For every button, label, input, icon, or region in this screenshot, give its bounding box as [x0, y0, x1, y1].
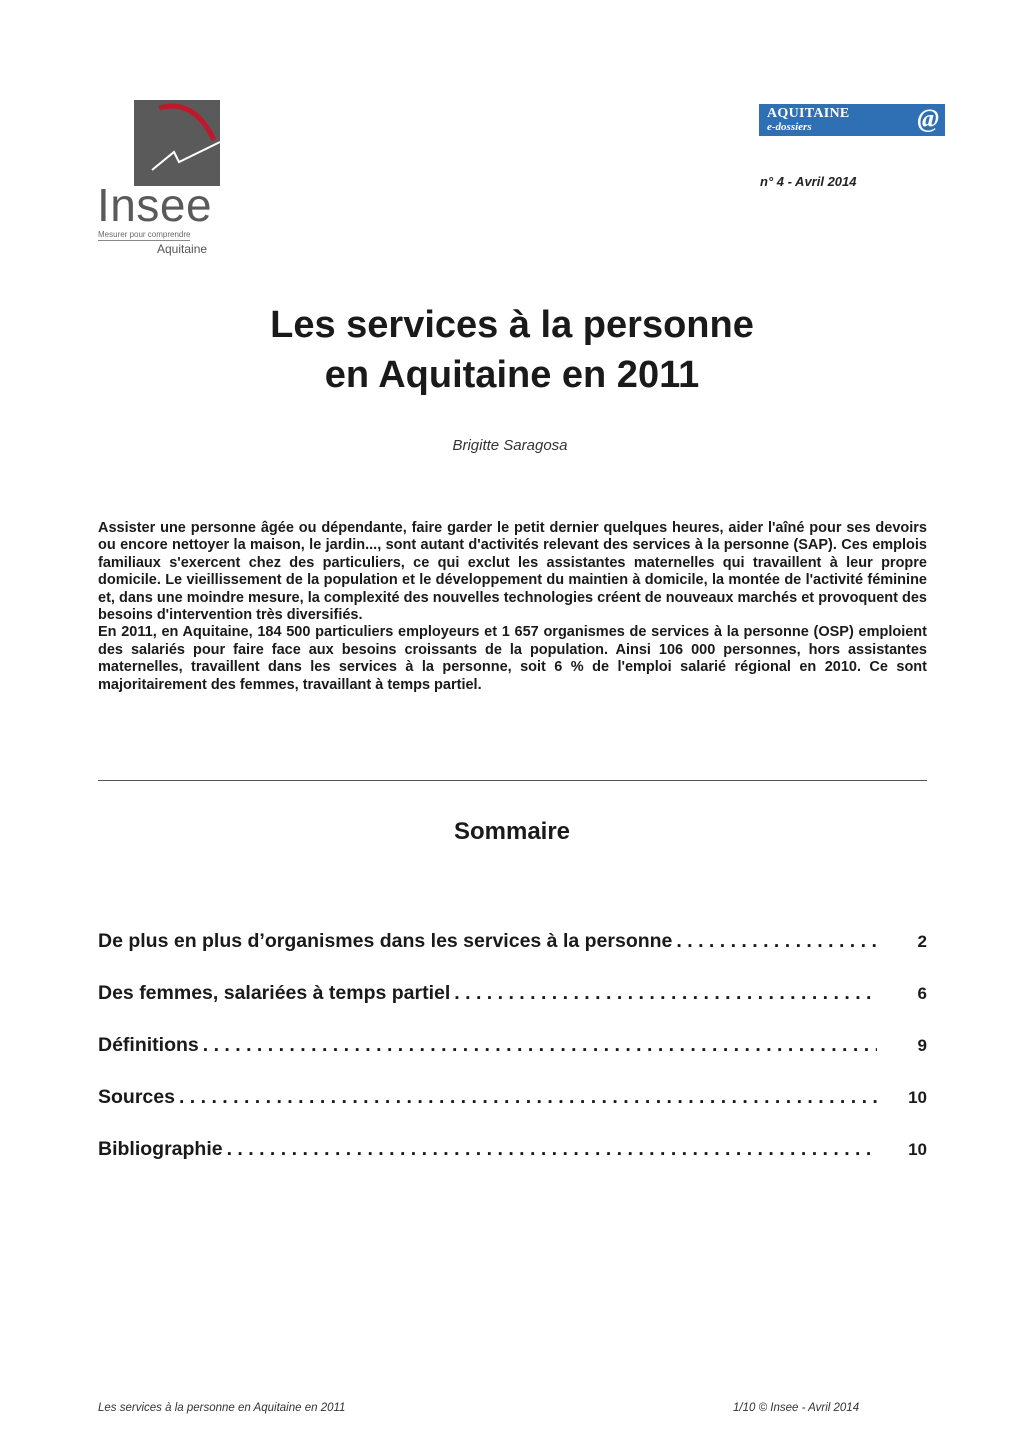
insee-logo-mark-icon — [134, 100, 220, 186]
footer-page-info: 1/10 © Insee - Avril 2014 — [733, 1402, 860, 1414]
toc-item[interactable] — [98, 1034, 927, 1086]
page-title — [100, 300, 924, 400]
title-line-1: Les services à la personne — [270, 304, 754, 346]
footer-title: Les services à la personne en Aquitaine en 2011 — [98, 1402, 346, 1414]
divider — [98, 780, 927, 781]
insee-logo — [97, 100, 222, 260]
table-of-contents — [98, 930, 927, 1190]
toc-leader-dots — [454, 982, 877, 1005]
logo-region: Aquitaine — [157, 242, 208, 256]
toc-item-page: 10 — [908, 1088, 927, 1107]
toc-item-label: De plus en plus d’organismes dans les services à la personne — [98, 930, 673, 952]
toc-item[interactable] — [98, 982, 927, 1034]
at-icon: @ — [917, 104, 939, 133]
logo-tagline: Mesurer pour comprendre — [98, 230, 191, 239]
issue-number: n° 4 - Avril 2014 — [760, 174, 857, 189]
author: Brigitte Saragosa — [452, 437, 568, 454]
logo-wordmark: Insee — [97, 179, 213, 231]
toc-item-label: Des femmes, salariées à temps partiel — [98, 982, 451, 1004]
toc-heading: Sommaire — [453, 818, 571, 845]
toc-leader-dots — [676, 930, 877, 953]
toc-leader-dots — [179, 1086, 877, 1109]
toc-item-page: 10 — [908, 1140, 927, 1159]
badge-subtitle: e-dossiers — [767, 121, 812, 133]
toc-item[interactable] — [98, 1138, 927, 1190]
badge-title: AQUITAINE — [767, 106, 850, 121]
title-line-2: en Aquitaine en 2011 — [324, 354, 700, 396]
abstract — [98, 520, 927, 694]
toc-item-page: 6 — [917, 984, 927, 1003]
toc-item-label: Sources — [98, 1086, 175, 1108]
abstract-paragraph: En 2011, en Aquitaine, 184 500 particuliers employeurs et 1 657 organismes de services à la personne (OSP) emploient des salariés pour faire face aux besoins croissants de la population. Ainsi 106 000 personnes, hors assistantes maternelles, travaillent dans les services à la personne, soit 6 % de l'emploi salarié régional en 2010. Ce sont majoritairement des femmes, travaillant à temps partiel. — [98, 624, 927, 693]
toc-leader-dots — [203, 1034, 877, 1057]
series-badge — [759, 104, 945, 136]
toc-item[interactable] — [98, 1086, 927, 1138]
toc-item-label: Définitions — [98, 1034, 199, 1056]
toc-leader-dots — [227, 1138, 877, 1161]
toc-item-page: 2 — [917, 932, 927, 951]
toc-item-label: Bibliographie — [98, 1138, 223, 1160]
toc-item[interactable] — [98, 930, 927, 982]
toc-item-page: 9 — [917, 1036, 927, 1055]
abstract-paragraph: Assister une personne âgée ou dépendante, faire garder le petit dernier quelques heures, aider l'aîné pour ses devoirs ou encore nettoyer la maison, le jardin..., sont autant d'activités relevant des services à la personne (SAP). Ces emplois familiaux s'exercent chez des particuliers, ce qui exclut les assistantes maternelles qui travaillent à leur propre domicile. Le vieillissement de la population et le développement du maintien à domicile, la montée de l'activité féminine et, dans une moindre mesure, la complexité des nouvelles technologies créent de nouveaux marchés et provoquent des besoins d'intervention très diversifiés. — [98, 520, 927, 624]
